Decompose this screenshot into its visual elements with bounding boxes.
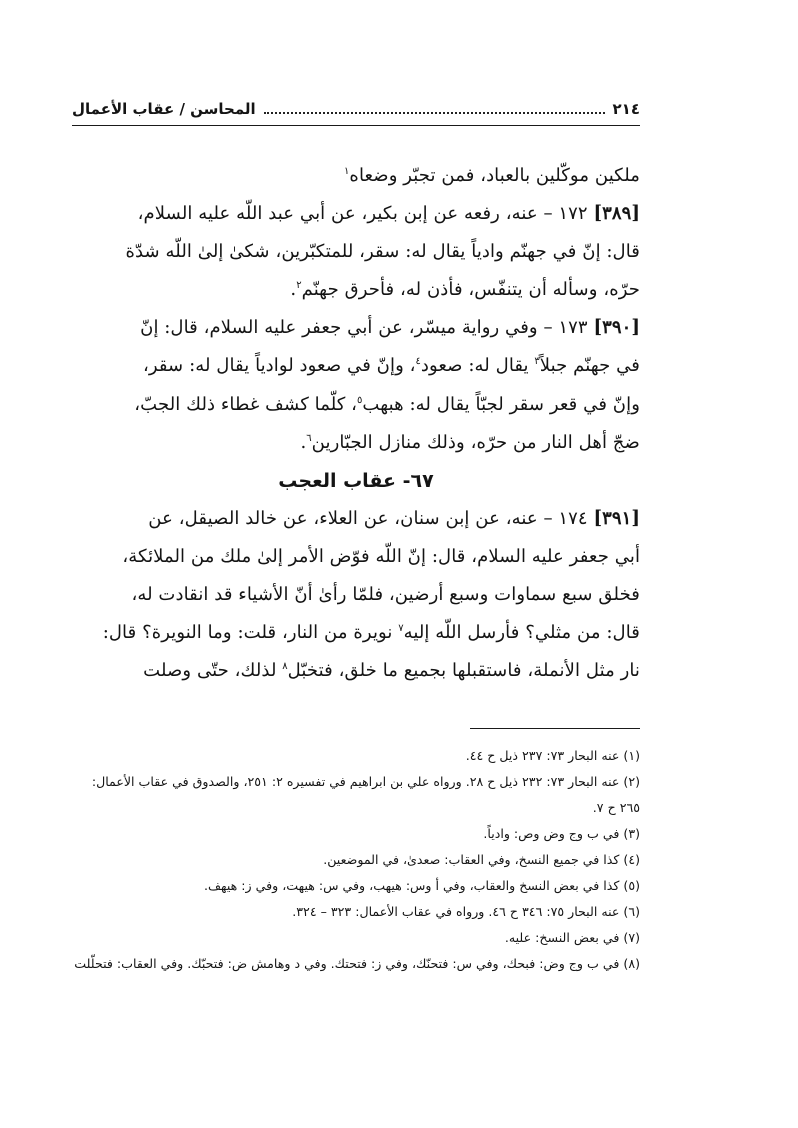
- footnote-divider: [470, 728, 640, 729]
- hadith-number: [٣٩١]: [593, 507, 640, 529]
- running-title: المحاسن / عقاب الأعمال: [72, 100, 256, 118]
- text-line: ملكين موكّلين بالعباد، فمن تجبّر وضعاه$^١$: [344, 165, 640, 186]
- text-line: فخلق سبع سماوات وسبع أرضين، فلمّا رأىٰ أنّ الأشياء قد انقادت له،: [131, 584, 640, 606]
- running-header: [72, 96, 640, 122]
- footnote-ref[interactable]: ٥: [357, 394, 363, 406]
- footnote-ref[interactable]: ٢: [296, 280, 302, 292]
- text-line: حرّه، وسأله أن يتنفّس، فأذن له، فأحرق جهنّم$^٢$.: [290, 279, 640, 301]
- footnote: (٣) في ب وج وض وص: وادياً.: [483, 826, 640, 842]
- footnote-ref[interactable]: ٤: [415, 356, 421, 368]
- footnote: (٨) في ب وج وض: فبحك، وفي س: فتحنّك، وفي ز: فتحتك. وفي د وهامش ض: فتحبّك. وفي العقاب: فتحلّلت: [74, 956, 640, 972]
- footnote-ref[interactable]: ٨: [282, 661, 288, 673]
- hadith-390: [٣٩٠] ١٧٣ – وفي رواية ميسّر، عن أبي جعفر عليه السلام، قال: إنّ: [140, 317, 640, 339]
- section-heading: ٦٧- عقاب العجب: [278, 469, 434, 492]
- footnote-ref[interactable]: ٧: [398, 623, 404, 635]
- footnote: (٧) في بعض النسخ: عليه.: [504, 930, 640, 946]
- page-number: ٢١٤: [612, 100, 640, 118]
- footnote: (٢) عنه البحار ٧٣: ٢٣٢ ذيل ح ٢٨. ورواه علي بن ابراهيم في تفسيره ٢: ٢٥١، والصدوق في عقاب الأعمال: ٢٦٥ ح ٧.: [91, 774, 640, 816]
- footnote: (٤) كذا في جميع النسخ، وفي العقاب: صعدىٰ، في الموضعين.: [323, 852, 640, 868]
- footnote-ref[interactable]: ٣: [534, 356, 540, 368]
- footnote-ref[interactable]: ٦: [306, 432, 312, 444]
- header-divider: [72, 125, 640, 126]
- text-line: قال: من مثلي؟ فأرسل اللّه إليه$^٧$ نويرة من النار، قلت: وما النويرة؟ قال:: [102, 622, 640, 644]
- footnote: (٦) عنه البحار ٧٥: ٣٤٦ ح ٤٦. ورواه في عقاب الأعمال: ٣٢٣ – ٣٢٤.: [292, 904, 640, 920]
- footnotes: [72, 743, 640, 977]
- footnote-ref[interactable]: ١: [344, 165, 350, 177]
- text-line: وإنّ في قعر سقر لجبّاً يقال له: هبهب$^٥$، كلّما كشف غطاء ذلك الجبّ،: [134, 393, 640, 415]
- text-line: قال: إنّ في جهنّم وادياً يقال له: سقر، للمتكبّرين، شكىٰ إلىٰ اللّه شدّة: [125, 241, 640, 263]
- hadith-number: [٣٨٩]: [593, 203, 640, 225]
- text-line: ضجّ أهل النار من حرّه، وذلك منازل الجبّارين$^٦$.: [300, 431, 640, 453]
- main-text: [72, 157, 640, 690]
- text-line: في جهنّم جبلاً$^٣$ يقال له: صعود$^٤$، وإنّ في صعود لوادياً يقال له: سقر،: [142, 355, 640, 377]
- hadith-391: [٣٩١] ١٧٤ – عنه، عن إبن سنان، عن العلاء، عن خالد الصيقل، عن: [148, 507, 640, 529]
- footnote: (٥) كذا في بعض النسخ والعقاب، وفي أ وس: هيهب، وفي س: هيهت، وفي ز: هيهف.: [204, 878, 640, 894]
- header-leader-dots: [264, 112, 605, 114]
- hadith-389: [٣٨٩] ١٧٢ – عنه، رفعه عن إبن بكير، عن أبي عبد اللّه عليه السلام،: [137, 203, 640, 225]
- book-page: [72, 96, 640, 977]
- text-line: نار مثل الأنملة، فاستقبلها بجميع ما خلق، فتخبّل$^٨$ لذلك، حتّى وصلت: [143, 660, 640, 682]
- text-line: أبي جعفر عليه السلام، قال: إنّ اللّه فوّض الأمر إلىٰ ملك من الملائكة،: [122, 545, 640, 567]
- hadith-number: [٣٩٠]: [593, 317, 640, 339]
- footnote: (١) عنه البحار ٧٣: ٢٣٧ ذيل ح ٤٤.: [465, 748, 640, 764]
